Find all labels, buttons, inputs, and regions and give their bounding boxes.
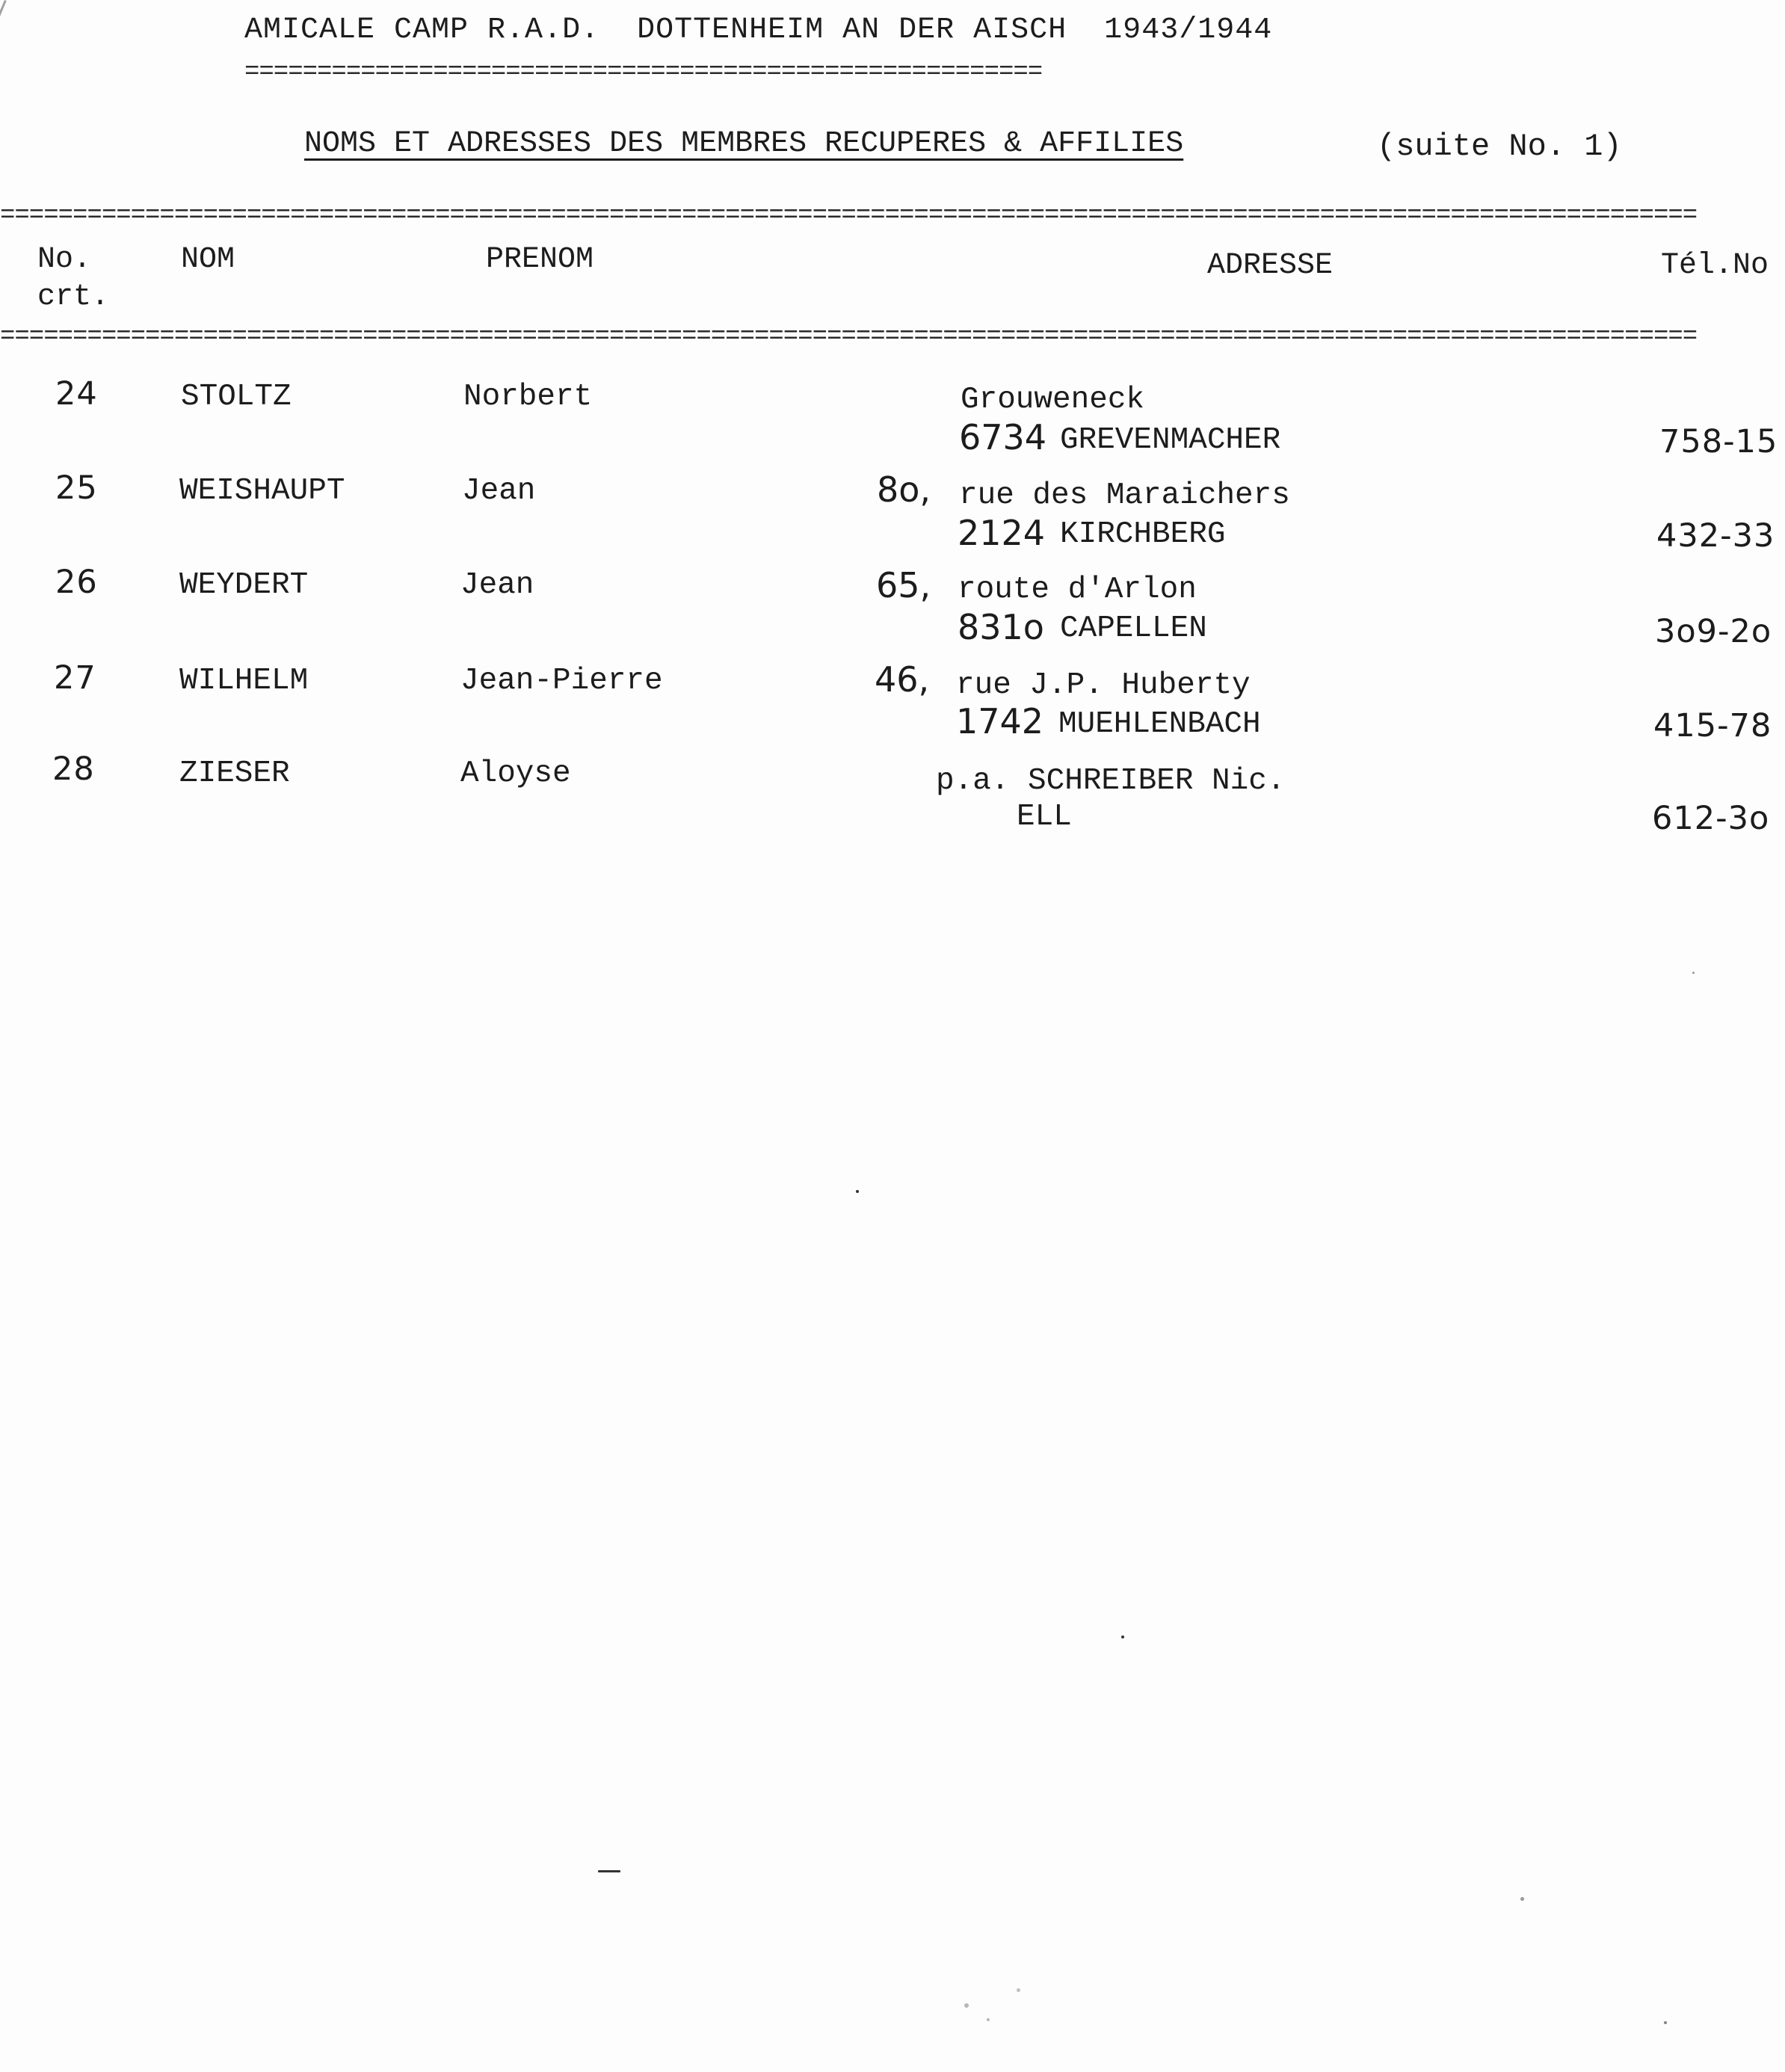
row-postal-code: 6734 (959, 417, 1047, 457)
row-postal-code: 1742 (956, 701, 1044, 741)
row-street-number: 65, (876, 565, 931, 605)
row-nom: WEISHAUPT (179, 474, 345, 508)
row-street-number: 8o, (877, 469, 931, 510)
row-street: p.a. SCHREIBER Nic. (936, 764, 1286, 798)
column-header-nom: NOM (181, 243, 235, 277)
scan-speck (1017, 1988, 1020, 1992)
scan-speck (598, 1870, 620, 1872)
row-number: 24 (55, 375, 98, 413)
row-tel: 432-33 (1656, 517, 1775, 555)
row-prenom: Norbert (463, 380, 593, 414)
row-city: MUEHLENBACH (1058, 707, 1261, 741)
margin-pen-mark (0, 0, 7, 173)
row-tel: 415-78 (1653, 707, 1772, 744)
row-tel: 612-3o (1652, 800, 1770, 837)
row-city: KIRCHBERG (1060, 517, 1226, 552)
row-prenom: Jean (460, 568, 534, 602)
scan-speck (856, 1190, 859, 1193)
row-street: rue des Maraichers (959, 478, 1290, 513)
row-street: route d'Arlon (958, 573, 1197, 607)
row-city: ELL (1017, 800, 1072, 834)
column-header-crt: crt. (37, 280, 110, 314)
table-top-rule: ===================================================================================================================== (0, 202, 1698, 230)
row-tel: 758-15 (1659, 423, 1778, 460)
row-number: 25 (55, 469, 98, 507)
scan-speck (964, 2003, 969, 2008)
title-underline-rule: ======================================================= (244, 58, 1043, 87)
document-title: AMICALE CAMP R.A.D. DOTTENHEIM AN DER AISCH 1943/1944 (244, 13, 1273, 47)
row-street: rue J.P. Huberty (956, 668, 1251, 703)
row-city: CAPELLEN (1060, 611, 1207, 646)
row-city: GREVENMACHER (1060, 423, 1281, 457)
column-header-tel: Tél.No (1661, 249, 1769, 283)
row-prenom: Jean-Pierre (460, 664, 663, 698)
row-prenom: Aloyse (460, 756, 571, 791)
row-postal-code: 831o (958, 607, 1044, 647)
row-nom: STOLTZ (181, 380, 292, 414)
row-nom: WILHELM (179, 664, 309, 698)
scan-speck (987, 2018, 990, 2021)
scan-speck (1520, 1897, 1524, 1901)
row-number: 26 (55, 564, 98, 601)
row-street: Grouweneck (961, 383, 1145, 417)
column-header-prenom: PRENOM (486, 243, 594, 277)
row-nom: ZIESER (179, 756, 290, 791)
column-header-adresse: ADRESSE (1207, 249, 1334, 283)
row-number: 27 (54, 659, 96, 697)
column-header-no: No. (37, 243, 92, 277)
row-street-number: 46, (875, 659, 930, 700)
scan-speck (1692, 972, 1695, 974)
scan-speck (1121, 1635, 1124, 1638)
scan-speck (1664, 2021, 1667, 2024)
row-number: 28 (52, 750, 95, 788)
row-nom: WEYDERT (179, 568, 309, 602)
row-tel: 3o9-2o (1655, 613, 1772, 650)
list-title: NOMS ET ADRESSES DES MEMBRES RECUPERES & AFFILIES (304, 127, 1184, 161)
row-prenom: Jean (462, 474, 536, 508)
list-subtitle: (suite No. 1) (1377, 129, 1622, 164)
table-header-rule: ===================================================================================================================== (0, 323, 1698, 351)
row-postal-code: 2124 (958, 513, 1046, 553)
